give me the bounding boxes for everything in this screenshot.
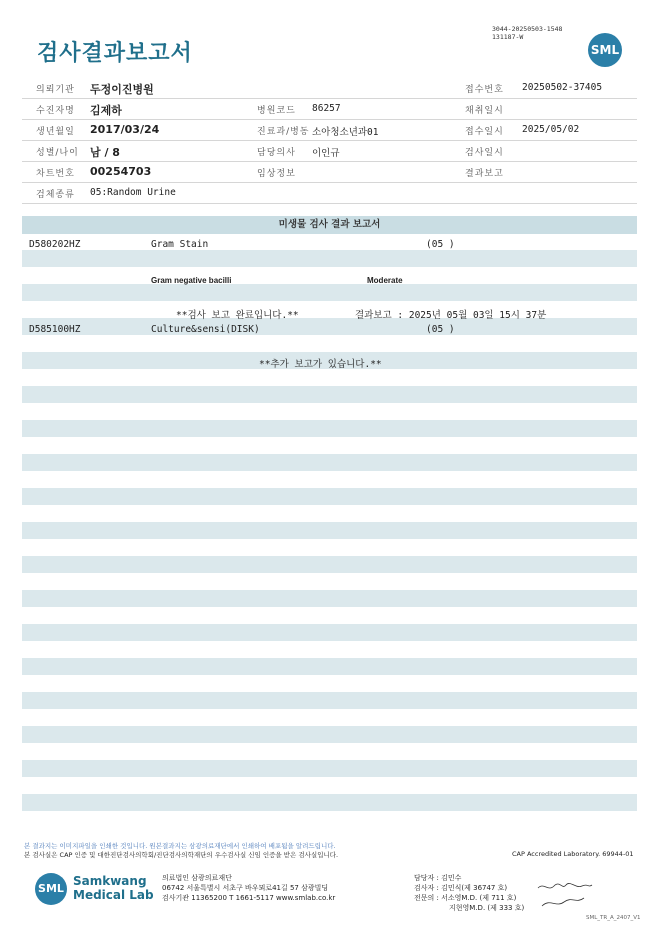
stripe [22,522,637,539]
sml-logo-mark: SML [35,873,67,905]
cap-accreditation: CAP Accredited Laboratory. 69944-01 [512,850,634,858]
stripe [22,794,637,811]
org-info [162,873,335,903]
info-row [22,162,637,183]
org-name: 의료법인 삼광의료재단 [162,874,232,882]
chart-no-label: 차트번호 [36,169,75,179]
item2-no: (05 ) [426,324,455,335]
info-row [22,183,637,204]
patient-info-table [22,78,637,204]
birth-value: 2017/03/24 [90,123,160,136]
hospital-label: 의뢰기관 [36,85,75,95]
info-row [22,78,637,99]
tester-name: 김민식(제 36747 호) [441,884,508,892]
tester-label: 검사자 : [414,884,439,892]
item1-code: D580202HZ [29,239,81,250]
info-row [22,141,637,162]
stripe [22,454,637,471]
document-code [492,25,562,41]
form-code: SML_TR_A_2407_V1 [586,915,641,921]
receipt-no-label: 접수번호 [465,85,504,95]
specialist2-name: 지현영M.D. (제 333 호) [449,904,525,912]
dept-value: 소아청소년과01 [312,127,379,138]
receipt-date-value: 2025/05/02 [522,124,580,135]
specialist-label: 전문의 : [414,894,439,902]
info-row [22,120,637,141]
stripe [22,760,637,777]
image-print-notice: 본 결과지는 이미지파일을 인쇄한 것입니다. 원본결과지는 삼광의료재단에서 인쇄하여 배포됨을 알려드립니다. [24,842,336,850]
doctor-value: 이인규 [312,148,340,159]
receipt-date-label: 접수일시 [465,127,504,137]
test-date-label: 검사일시 [465,148,504,158]
hospital-code-value: 86257 [312,103,341,114]
stripe [22,488,637,505]
stripe [22,284,637,301]
signature-icon [536,880,596,910]
stripe [22,624,637,641]
sml-logo: SML [588,33,622,67]
clinical-label: 임상정보 [257,169,296,179]
receipt-no-value: 20250502-37405 [522,82,603,93]
org-address: 06742 서울특별시 서초구 바우뫼로41길 57 삼광빌딩 [162,884,329,892]
stripe [22,692,637,709]
item1-no: (05 ) [426,239,455,250]
report-time: 결과보고 : 2025년 05월 03일 15시 37분 [355,310,547,321]
specimen-value: 05:Random Urine [90,187,176,198]
info-row [22,99,637,120]
staff-label: 담당자 : [414,874,439,882]
stripe [22,590,637,607]
chart-no-value: 00254703 [90,165,152,178]
accreditation-notice: 본 검사실은 CAP 인증 및 대한진단검사의학회/진단검사의학재단의 우수검사실 신임 인증을 받은 검사실입니다. [24,851,339,859]
dept-label: 진료과/병동 [257,127,310,137]
stripe [22,556,637,573]
item2-name: Culture&sensi(DISK) [151,324,260,335]
sex-age-label: 성별/나이 [36,148,79,158]
specialist1-name: 서소영M.D. (제 711 호) [441,894,517,902]
complete-message: **검사 보고 완료입니다.** [176,310,299,321]
collect-date-label: 채취일시 [465,106,504,116]
stripe [22,420,637,437]
doctor-label: 담당의사 [257,148,296,158]
staff-info [414,873,524,913]
staff-name: 김민수 [441,874,462,882]
stripe [22,250,637,267]
patient-label: 수진자명 [36,106,75,116]
specimen-label: 검체종류 [36,190,75,200]
brand-name-line1: Samkwang [73,874,147,888]
item2-code: D585100HZ [29,324,81,335]
stripe [22,726,637,743]
hospital-code-label: 병원코드 [257,106,296,116]
report-header: 미생물 검사 결과 보고서 [22,216,637,234]
result-report-label: 결과보고 [465,169,504,179]
org-contact: 검사기관 11365200 T 1661-5117 www.smlab.co.kr [162,894,336,902]
stripe [22,658,637,675]
page-title: 검사결과보고서 [37,41,193,66]
birth-label: 생년월일 [36,127,75,137]
stripe [22,386,637,403]
document-code-line1: 3044-20250503-1548 [492,25,563,33]
sex-age-value: 남 / 8 [90,146,120,159]
brand-name [73,874,154,902]
patient-value: 김제하 [90,104,122,117]
additional-message: **추가 보고가 있습니다.** [259,359,382,370]
hospital-value: 두정이진병원 [90,83,154,96]
document-code-line2: 131187-W [492,33,524,41]
finding1-name: Gram negative bacilli [151,276,232,285]
brand-name-line2: Medical Lab [73,888,154,902]
item1-name: Gram Stain [151,239,209,250]
finding1-grade: Moderate [367,276,403,285]
